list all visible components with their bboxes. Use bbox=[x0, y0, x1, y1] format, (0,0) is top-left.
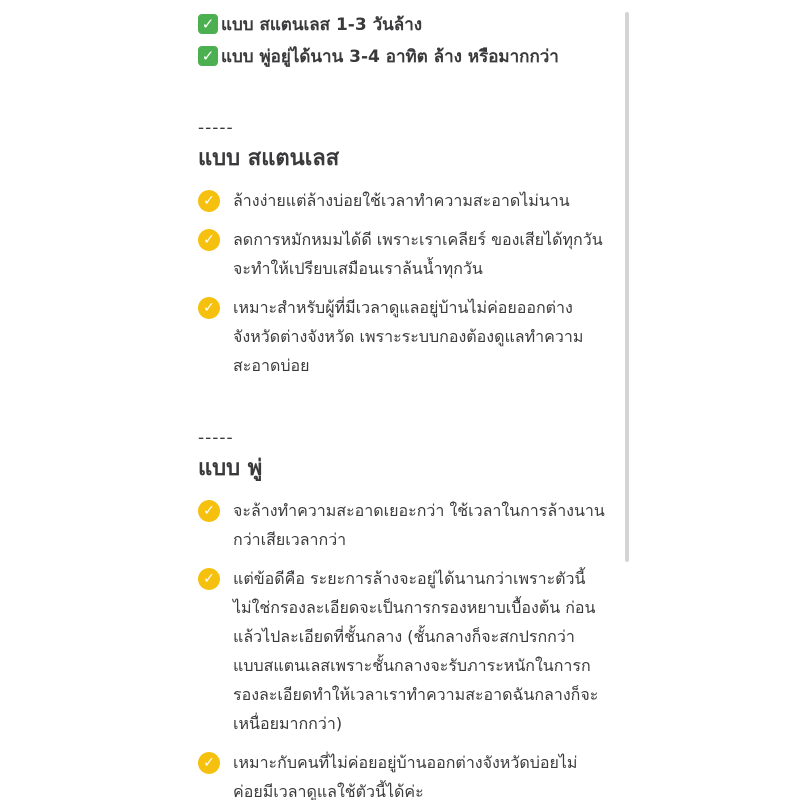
list-item-text: ลดการหมักหมมได้ดี เพราะเราเคลียร์ ของเสียได้ทุกวัน จะทำให้เปรียบเสมือนเราล้นน้ำทุกวัน bbox=[233, 230, 603, 278]
list-item bbox=[198, 564, 618, 738]
check-circle-icon: ✓ bbox=[198, 229, 220, 251]
section-divider: ----- bbox=[198, 428, 234, 448]
check-circle-icon: ✓ bbox=[198, 752, 220, 774]
section-title-brush: แบบ พู่ bbox=[198, 456, 263, 481]
check-mark-button-icon: ✓ bbox=[198, 14, 218, 34]
list-item bbox=[198, 496, 618, 554]
list-item-text: แต่ข้อดีคือ ระยะการล้างจะอยู่ได้นานกว่าเพราะตัวนี้ไม่ใช่กรองละเอียดจะเป็นการกรองหยาบเบื้องต้น ก่อน แล้วไปละเอียดที่ชั้นกลาง (ชั้นกลางก็จะสกปรกกว่าแบบสแตนเลสเพราะชั้นกลางจะรับภาระหนักในการกรองละเอียดทำให้เวลาเราทำความสะอาดฉันกลางก็จะเหนื่อยมากกว่า) bbox=[233, 569, 599, 733]
list-item bbox=[198, 748, 618, 800]
list-item bbox=[198, 186, 618, 215]
check-mark-button-icon: ✓ bbox=[198, 46, 218, 66]
summary-line-brush bbox=[198, 40, 618, 72]
summary-text: แบบ สแตนเลส 1-3 วันล้าง bbox=[221, 14, 423, 35]
list-item bbox=[198, 293, 618, 380]
check-circle-icon: ✓ bbox=[198, 297, 220, 319]
note-content bbox=[198, 8, 618, 800]
section-title-stainless: แบบ สแตนเลส bbox=[198, 146, 340, 171]
scrollbar-thumb[interactable] bbox=[625, 12, 629, 562]
summary-line-stainless bbox=[198, 8, 618, 40]
list-item-text: เหมาะกับคนที่ไม่ค่อยอยู่บ้านออกต่างจังหวัดบ่อยไม่ค่อยมีเวลาดูแลใช้ตัวนี้ได้ค่ะ bbox=[233, 753, 578, 800]
vertical-scrollbar[interactable] bbox=[624, 12, 630, 562]
list-item-text: ล้างง่ายแต่ล้างบ่อยใช้เวลาทำความสะอาดไม่นาน bbox=[233, 191, 570, 210]
section-divider: ----- bbox=[198, 118, 234, 138]
list-item-text: เหมาะสำหรับผู้ที่มีเวลาดูแลอยู่บ้านไม่ค่อยออกต่างจังหวัดต่างจังหวัด เพราะระบบกองต้องดูแลทำความสะอาดบ่อย bbox=[233, 298, 584, 375]
list-item-text: จะล้างทำความสะอาดเยอะกว่า ใช้เวลาในการล้างนานกว่าเสียเวลากว่า bbox=[233, 501, 605, 549]
check-circle-icon: ✓ bbox=[198, 190, 220, 212]
check-circle-icon: ✓ bbox=[198, 568, 220, 590]
check-circle-icon: ✓ bbox=[198, 500, 220, 522]
list-item bbox=[198, 225, 618, 283]
summary-text: แบบ พู่อยู่ได้นาน 3-4 อาทิต ล้าง หรือมากกว่า bbox=[221, 46, 559, 67]
